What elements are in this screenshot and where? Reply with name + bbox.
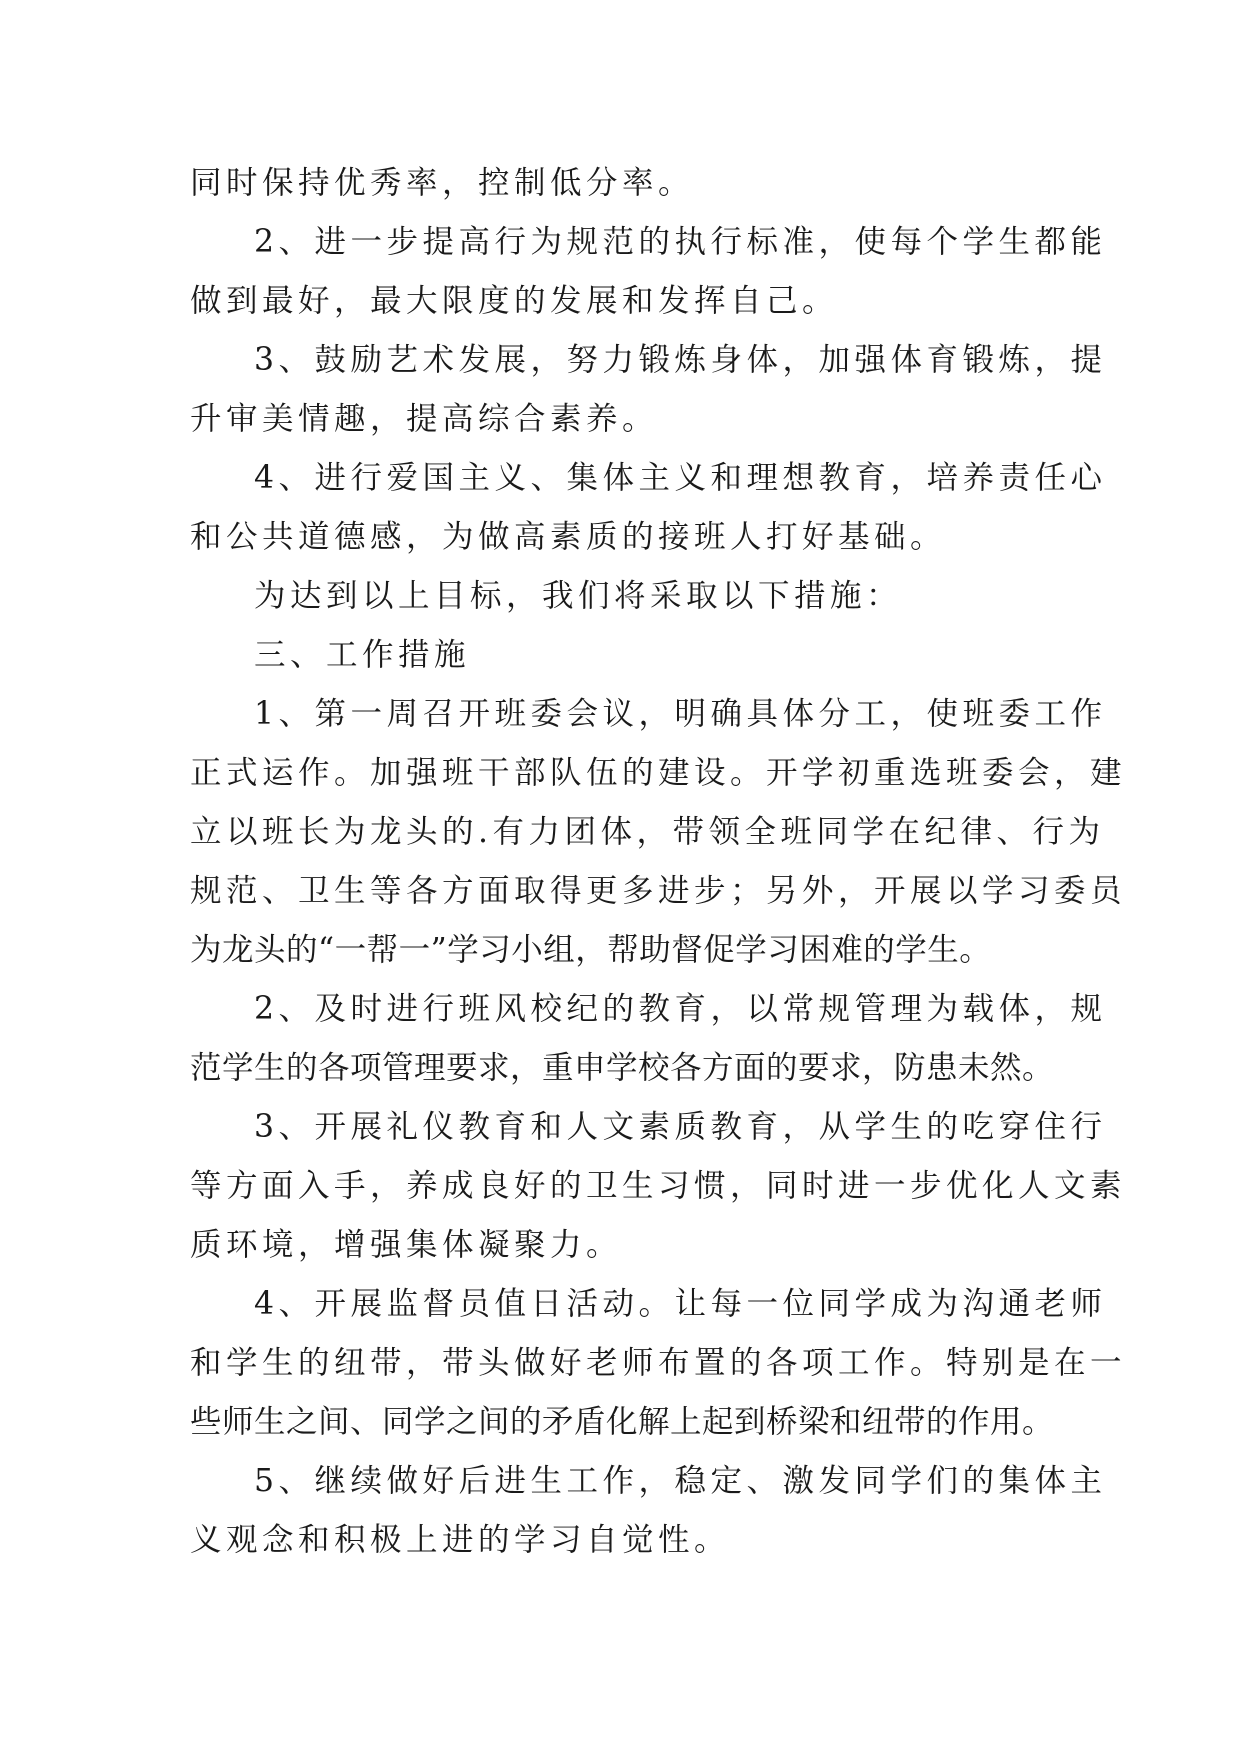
text-line: 3、鼓励艺术发展，努力锻炼身体，加强体育锻炼，提 [254, 342, 1107, 378]
text-line: 和学生的纽带，带头做好老师布置的各项工作。特别是在一 [190, 1345, 1127, 1381]
text-line: 和公共道德感，为做高素质的接班人打好基础。 [190, 519, 947, 555]
text-line: 3、开展礼仪教育和人文素质教育，从学生的吃穿住行 [254, 1109, 1107, 1145]
text-line: 升审美情趣，提高综合素养。 [190, 401, 659, 437]
text-line: 等方面入手，养成良好的卫生习惯，同时进一步优化人文素 [190, 1168, 1127, 1204]
text-line: 4、开展监督员值日活动。让每一位同学成为沟通老师 [254, 1286, 1107, 1322]
text-line: 正式运作。加强班干部队伍的建设。开学初重选班委会，建 [190, 755, 1127, 791]
text-line: 义观念和积极上进的学习自觉性。 [190, 1522, 731, 1558]
text-line: 做到最好，最大限度的发展和发挥自己。 [190, 283, 839, 319]
text-line: 1、第一周召开班委会议，明确具体分工，使班委工作 [254, 696, 1107, 732]
text-line: 立以班长为龙头的.有力团体，带领全班同学在纪律、行为 [190, 814, 1105, 850]
text-line: 些师生之间、同学之间的矛盾化解上起到桥梁和纽带的作用。 [190, 1404, 1055, 1440]
text-line: 2、进一步提高行为规范的执行标准，使每个学生都能 [254, 224, 1107, 260]
text-line: 规范、卫生等各方面取得更多进步；另外，开展以学习委员 [190, 873, 1127, 909]
text-line: 5、继续做好后进生工作，稳定、激发同学们的集体主 [254, 1463, 1107, 1499]
text-line: 2、及时进行班风校纪的教育，以常规管理为载体，规 [254, 991, 1107, 1027]
text-line: 范学生的各项管理要求，重申学校各方面的要求，防患未然。 [190, 1050, 1055, 1086]
text-line: 质环境，增强集体凝聚力。 [190, 1227, 623, 1263]
text-line: 为龙头的“一帮一”学习小组，帮助督促学习困难的学生。 [190, 932, 992, 968]
document-body [190, 154, 1127, 1570]
text-line: 4、进行爱国主义、集体主义和理想教育，培养责任心 [254, 460, 1107, 496]
text-line: 同时保持优秀率，控制低分率。 [190, 165, 695, 201]
section-heading: 三、工作措施 [254, 637, 471, 673]
text-line: 为达到以上目标，我们将采取以下措施： [254, 578, 903, 614]
